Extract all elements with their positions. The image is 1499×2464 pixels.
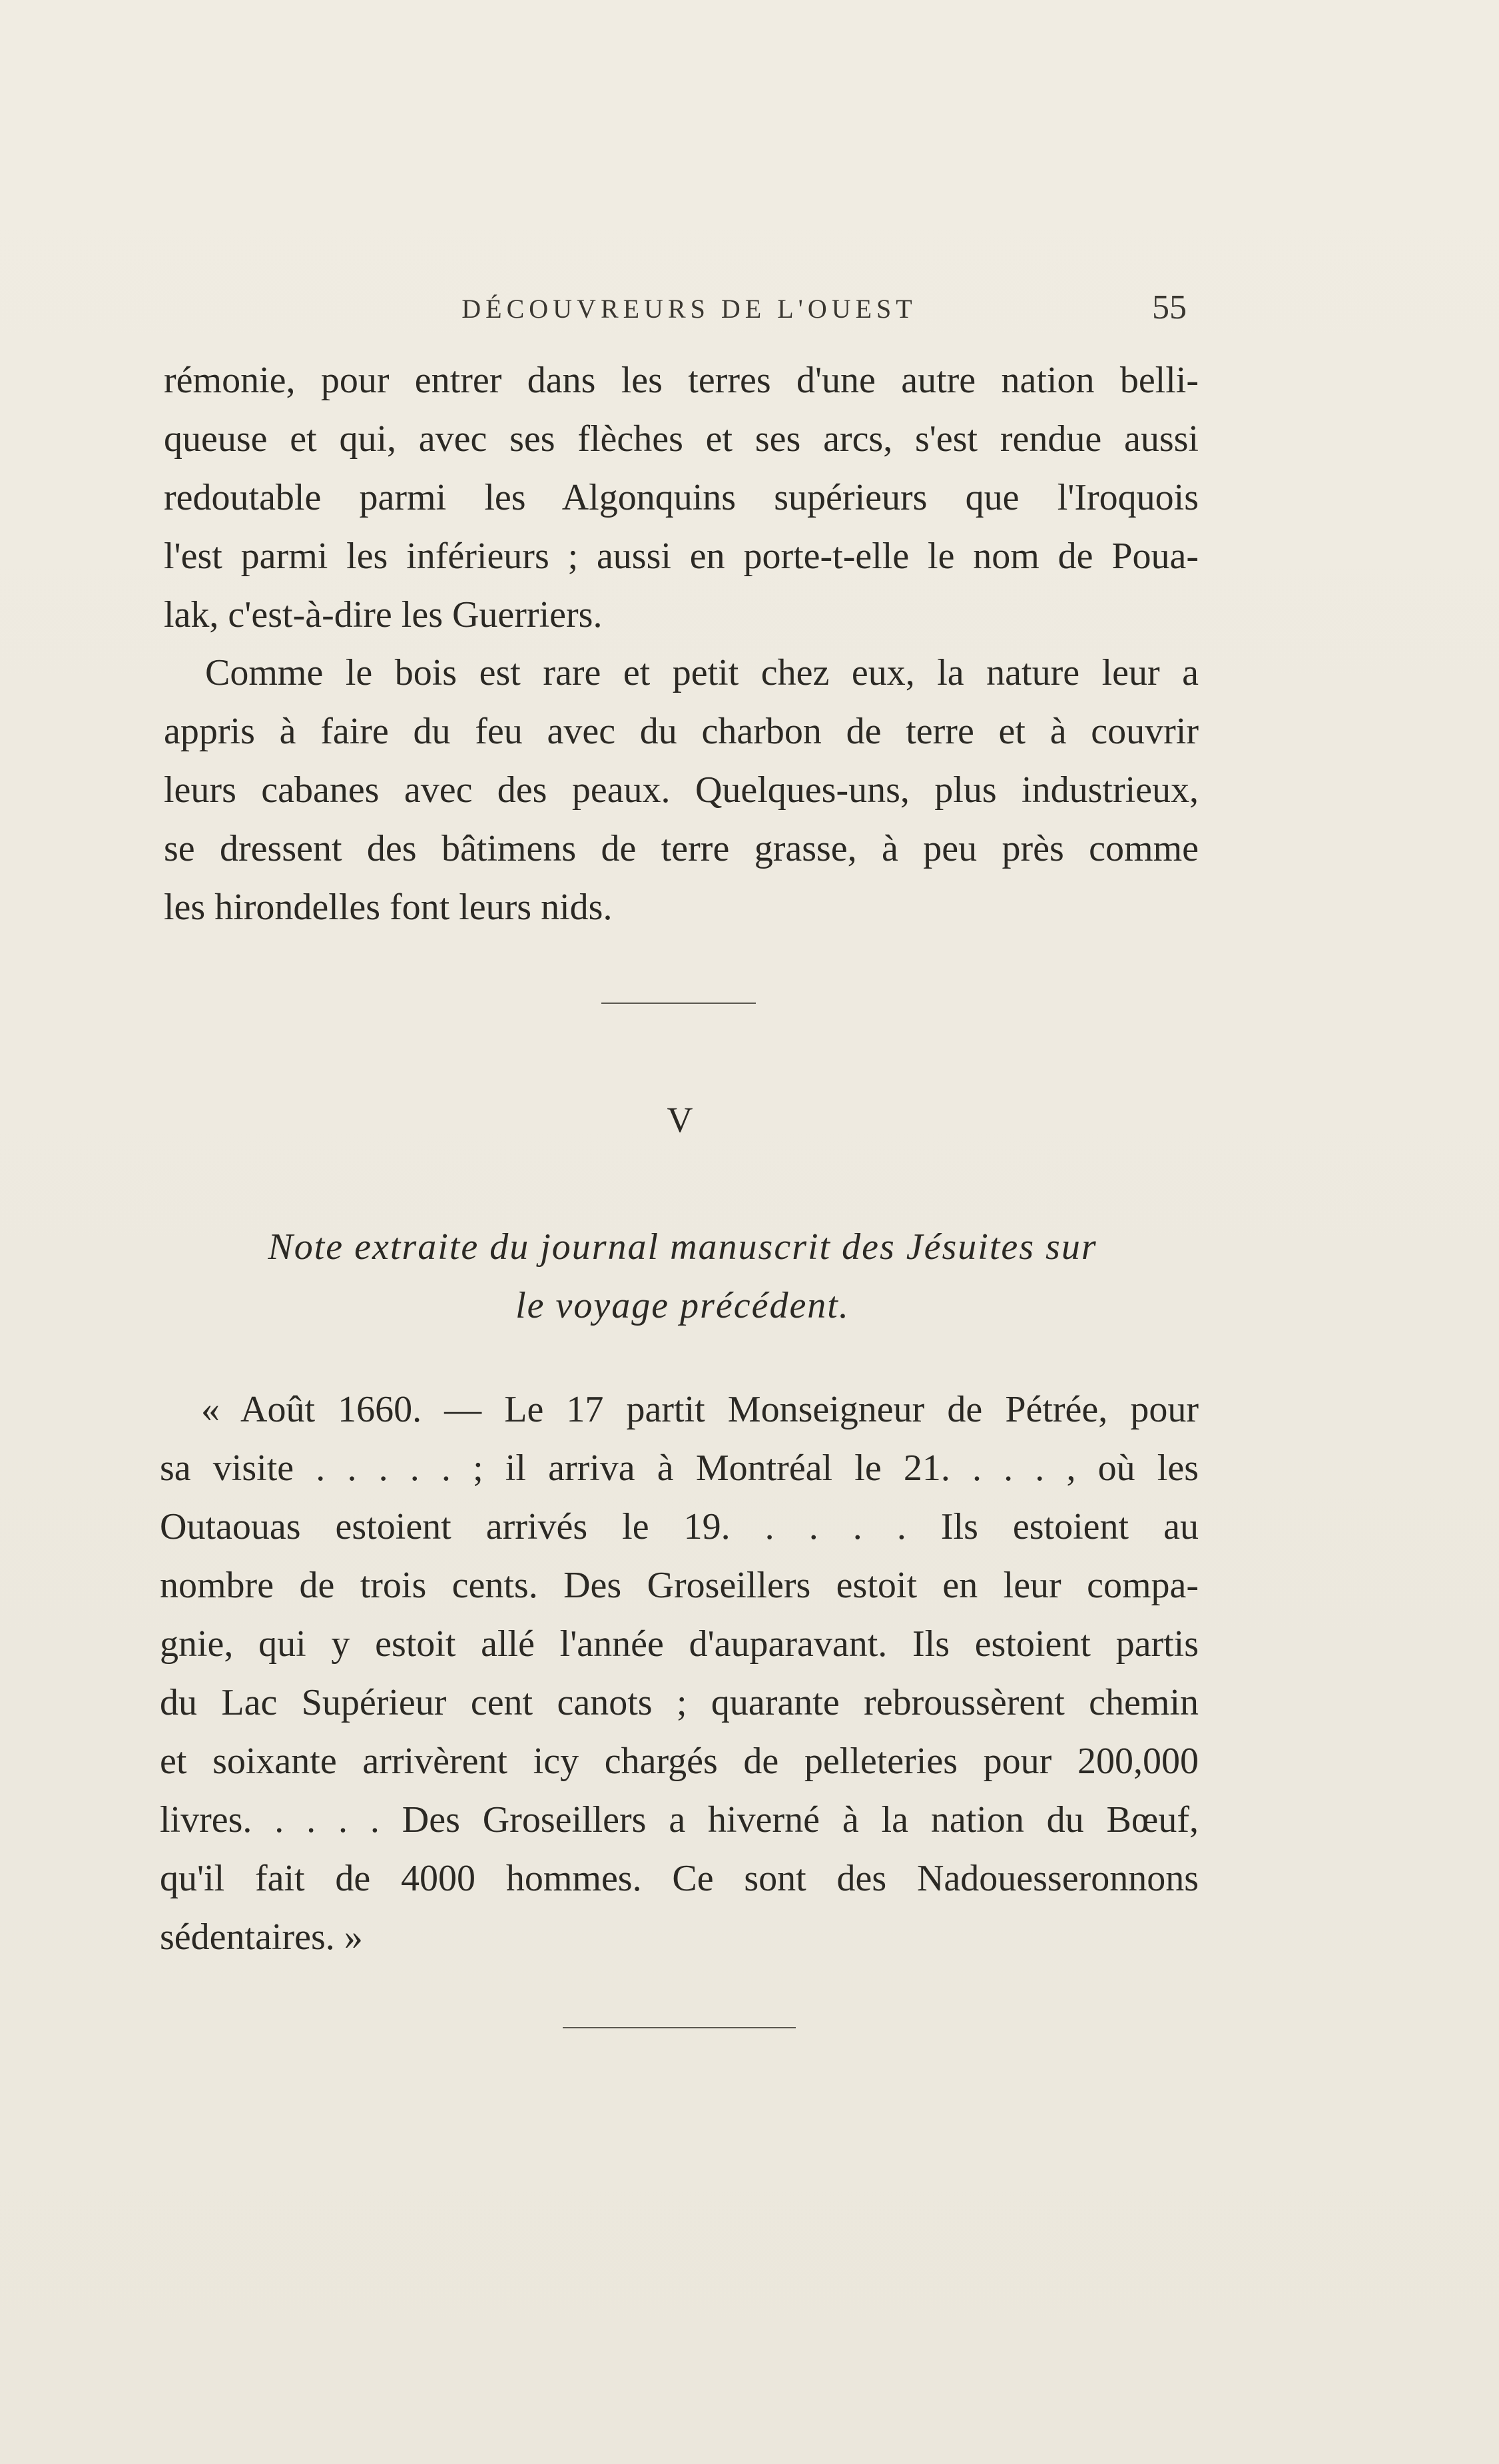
running-title: DÉCOUVREURS DE L'OUEST (461, 294, 917, 324)
title-line: le voyage précédent. (515, 1285, 850, 1326)
text-line: queuse et qui, avec ses flèches et ses arcs, s'est rendue aussi (164, 418, 1199, 460)
running-head (0, 288, 1499, 328)
quote-line: livres. . . . . Des Groseillers a hiverné à la nation du Bœuf, (160, 1799, 1199, 1841)
quote-line: gnie, qui y estoit allé l'année d'auparavant. Ils estoient partis (160, 1623, 1199, 1665)
text-line: redoutable parmi les Algonquins supérieurs que l'Iroquois (164, 477, 1199, 518)
quote-line: du Lac Supérieur cent canots ; quarante rebroussèrent chemin (160, 1682, 1199, 1723)
quote-line: et soixante arrivèrent icy chargés de pelleteries pour 200,000 (160, 1741, 1199, 1782)
text-line: Comme le bois est rare et petit chez eux, la nature leur a (205, 652, 1199, 693)
end-divider (563, 2027, 796, 2028)
title-line: Note extraite du journal manuscrit des Jésuites sur (268, 1226, 1097, 1268)
text-line: leurs cabanes avec des peaux. Quelques-uns, plus industrieux, (164, 769, 1199, 811)
text-line: lak, c'est-à-dire les Guerriers. (164, 594, 603, 635)
quote-line: sa visite . . . . . ; il arriva à Montréal le 21. . . . , où les (160, 1447, 1199, 1489)
journal-quote (160, 1380, 1199, 1966)
section-divider (601, 1003, 756, 1004)
text-line: rémonie, pour entrer dans les terres d'une autre nation belli- (164, 360, 1199, 401)
quote-line: qu'il fait de 4000 hommes. Ce sont des Nadouesseronnons (160, 1858, 1199, 1899)
page-number: 55 (1152, 288, 1187, 326)
text-line: les hirondelles font leurs nids. (164, 887, 613, 928)
quote-line: nombre de trois cents. Des Groseillers estoit en leur compa- (160, 1565, 1199, 1606)
quote-line: Outaouas estoient arrivés le 19. . . . . Ils estoient au (160, 1506, 1199, 1547)
section-title (166, 1218, 1199, 1335)
quote-line: « Août 1660. — Le 17 partit Monseigneur de Pétrée, pour (201, 1389, 1199, 1430)
quote-line: sédentaires. » (160, 1916, 363, 1958)
text-line: l'est parmi les inférieurs ; aussi en porte-t-elle le nom de Poua- (164, 536, 1199, 577)
paragraph-continued (164, 351, 1199, 644)
section-numeral: V (667, 1100, 693, 1140)
paragraph-wood-scarcity (164, 643, 1199, 937)
text-line: se dressent des bâtimens de terre grasse, à peu près comme (164, 828, 1199, 869)
text-line: appris à faire du feu avec du charbon de terre et à couvrir (164, 711, 1199, 752)
